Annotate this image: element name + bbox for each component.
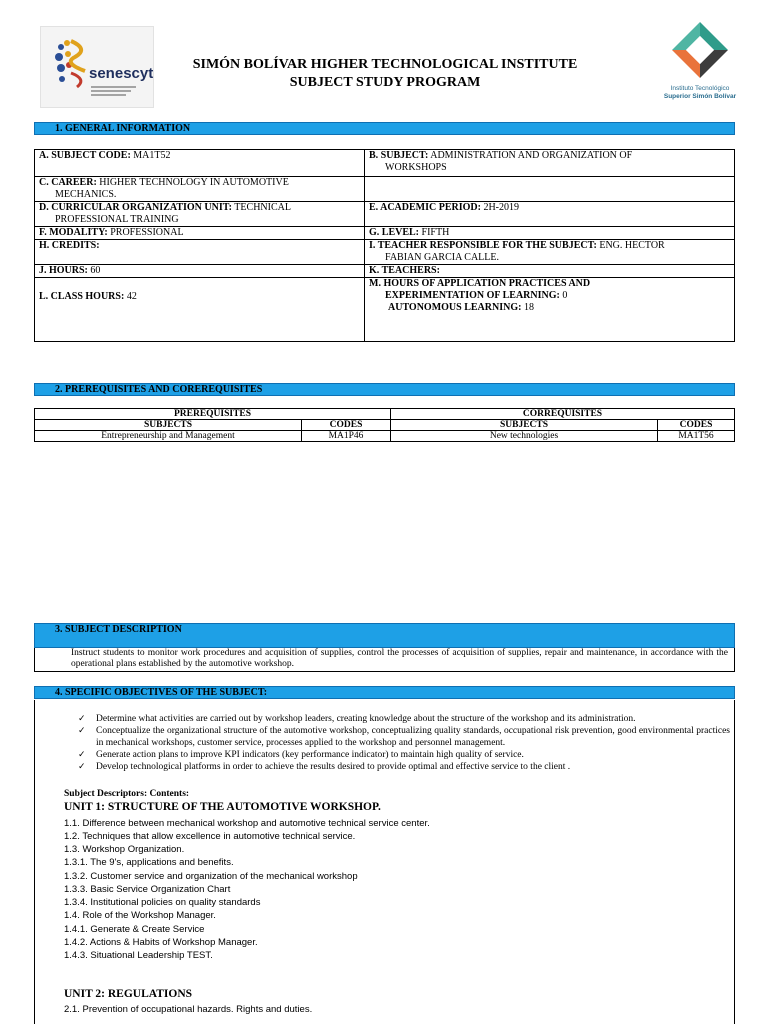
content-item: 1.3.4. Institutional policies on quality standards: [64, 897, 261, 908]
table-row: [35, 278, 735, 342]
corequisites-header: CORREQUISITES: [391, 409, 735, 420]
coreq-code: MA1T56: [658, 431, 735, 442]
objectives-list: [78, 713, 730, 773]
senescyt-logo-text: senescyt: [89, 65, 154, 82]
hours-label: J. HOURS:: [39, 265, 88, 276]
institute-logo-graphic: [660, 22, 740, 84]
subject-code-label: A. SUBJECT CODE:: [39, 150, 131, 161]
empty-cell: [365, 177, 735, 202]
content-item: 1.3.1. The 9's, applications and benefits.: [64, 857, 234, 868]
curricular-unit-label: D. CURRICULAR ORGANIZATION UNIT:: [39, 202, 232, 213]
content-item: 1.2. Techniques that allow excellence in automotive technical service.: [64, 831, 356, 842]
experimentation-value: 0: [559, 290, 568, 301]
section-general-information: 1. GENERAL INFORMATION: [34, 122, 735, 135]
document-subtitle: SUBJECT STUDY PROGRAM: [289, 75, 481, 90]
level-cell: [365, 227, 735, 240]
academic-period-value: 2H-2019: [480, 202, 520, 213]
practice-hours-cell: [365, 278, 735, 342]
coreq-codes-header: CODES: [658, 420, 735, 431]
general-information-table: [34, 149, 735, 342]
practice-hours-label: M. HOURS OF APPLICATION PRACTICES AND: [369, 278, 591, 289]
content-item: 1.4.3. Situational Leadership TEST.: [64, 950, 213, 961]
career-value: HIGHER TECHNOLOGY IN AUTOMOTIVE: [96, 177, 289, 188]
hours-value: 60: [87, 265, 101, 276]
subject-code-cell: [35, 150, 365, 177]
objective-text: Generate action plans to improve KPI indicators (key performance indicator) to maintain high quality of service.: [96, 750, 524, 760]
content-item: 2.1. Prevention of occupational hazards. Rights and duties.: [64, 1004, 313, 1015]
list-item: [78, 761, 730, 773]
check-icon: ✓: [78, 726, 86, 736]
table-row: [35, 420, 735, 431]
institute-logo: [660, 22, 740, 108]
table-row: [35, 227, 735, 240]
content-item: 1.4.2. Actions & Habits of Workshop Manager.: [64, 937, 258, 948]
senescyt-logo: [40, 26, 154, 108]
autonomous-label: AUTONOMOUS LEARNING:: [388, 302, 522, 313]
table-row: [35, 265, 735, 278]
document-title: SIMÓN BOLÍVAR HIGHER TECHNOLOGICAL INSTITUTE: [192, 57, 578, 72]
class-hours-label: L. CLASS HOURS:: [39, 291, 125, 302]
experimentation-label: EXPERIMENTATION OF LEARNING:: [385, 290, 560, 301]
table-row: [35, 150, 735, 177]
list-item: [78, 713, 730, 725]
curricular-unit-value: TECHNICAL: [231, 202, 291, 213]
teacher-responsible-cell: [365, 240, 735, 265]
curricular-unit-cell: [35, 202, 365, 227]
academic-period-label: E. ACADEMIC PERIOD:: [369, 202, 481, 213]
teachers-cell: [365, 265, 735, 278]
class-hours-cell: [35, 278, 365, 342]
section-subject-description: 3. SUBJECT DESCRIPTION: [34, 623, 735, 648]
section-prerequisites: 2. PREREQUISITES AND COREREQUISITES: [34, 383, 735, 396]
teacher-responsible-value: ENG. HECTOR: [596, 240, 665, 251]
teachers-label: K. TEACHERS:: [369, 265, 440, 276]
list-item: [78, 749, 730, 761]
check-icon: ✓: [78, 714, 86, 724]
check-icon: ✓: [78, 762, 86, 772]
coreq-subject: New technologies: [391, 431, 658, 442]
list-item: [78, 725, 730, 749]
prereq-codes-header: CODES: [302, 420, 391, 431]
prereq-code: MA1P46: [302, 431, 391, 442]
modality-label: F. MODALITY:: [39, 227, 108, 238]
content-item: 1.3.3. Basic Service Organization Chart: [64, 884, 231, 895]
content-item: 1.4. Role of the Workshop Manager.: [64, 910, 216, 921]
teacher-responsible-label: I. TEACHER RESPONSIBLE FOR THE SUBJECT:: [369, 240, 597, 251]
objective-text: Develop technological platforms in order to achieve the results desired to provide optimal and effective service to the client .: [96, 762, 571, 772]
prerequisites-header: PREREQUISITES: [35, 409, 391, 420]
content-item: 1.4.1. Generate & Create Service: [64, 924, 205, 935]
table-row: [35, 177, 735, 202]
teacher-responsible-value-cont: FABIAN GARCIA CALLE.: [385, 252, 499, 263]
curricular-unit-value-cont: PROFESSIONAL TRAINING: [55, 214, 179, 225]
prerequisites-table: [34, 408, 735, 442]
autonomous-value: 18: [521, 302, 534, 313]
class-hours-value: 42: [124, 291, 137, 302]
objective-text: Conceptualize the organizational structure of the automotive workshop, conceptualizing quality standards, occupational risk prevention, good environmental practices in mechanical workshops, customer service, processes applied to the workshop and personnel management.: [96, 726, 730, 748]
modality-cell: [35, 227, 365, 240]
unit1-title: UNIT 1: STRUCTURE OF THE AUTOMOTIVE WORKSHOP.: [64, 801, 381, 813]
prereq-subject: Entrepreneurship and Management: [35, 431, 302, 442]
table-row: [35, 240, 735, 265]
subject-code-value: MA1T52: [130, 150, 171, 161]
level-value: FIFTH: [419, 227, 450, 238]
content-item: 1.3. Workshop Organization.: [64, 844, 185, 855]
career-cell: [35, 177, 365, 202]
institute-logo-line2: Superior Simón Bolívar: [663, 93, 737, 100]
subject-description-text: Instruct students to monitor work procedures and acquisition of supplies, control the processes of acquisition of supplies, repair and maintenance, in accordance with the operational plans established by the automotive workshop.: [71, 648, 728, 669]
objective-text: Determine what activities are carried out by workshop leaders, creating knowledge about the structure of the workshop and its administration.: [96, 714, 636, 724]
table-row: [35, 409, 735, 420]
table-row: [35, 202, 735, 227]
level-label: G. LEVEL:: [369, 227, 420, 238]
credits-cell: [35, 240, 365, 265]
subject-value: ADMINISTRATION AND ORGANIZATION OF: [428, 150, 633, 161]
subject-value-cont: WORKSHOPS: [385, 162, 447, 173]
academic-period-cell: [365, 202, 735, 227]
table-row: [35, 431, 735, 442]
modality-value: PROFESSIONAL: [107, 227, 184, 238]
prereq-subjects-header: SUBJECTS: [35, 420, 302, 431]
career-label: C. CAREER:: [39, 177, 97, 188]
section-specific-objectives: 4. SPECIFIC OBJECTIVES OF THE SUBJECT:: [34, 686, 735, 699]
content-item: 1.1. Difference between mechanical workshop and automotive technical service center.: [64, 818, 430, 829]
descriptors-label: Subject Descriptors: Contents:: [64, 789, 190, 799]
check-icon: ✓: [78, 750, 86, 760]
institute-logo-line1: Instituto Tecnológico: [670, 85, 730, 92]
credits-label: H. CREDITS:: [39, 240, 100, 251]
hours-cell: [35, 265, 365, 278]
content-item: 1.3.2. Customer service and organization of the mechanical workshop: [64, 871, 358, 882]
subject-cell: [365, 150, 735, 177]
career-value-cont: MECHANICS.: [55, 189, 117, 200]
subject-description-box: [34, 648, 735, 672]
subject-label: B. SUBJECT:: [369, 150, 429, 161]
coreq-subjects-header: SUBJECTS: [391, 420, 658, 431]
unit2-title: UNIT 2: REGULATIONS: [64, 988, 193, 1000]
